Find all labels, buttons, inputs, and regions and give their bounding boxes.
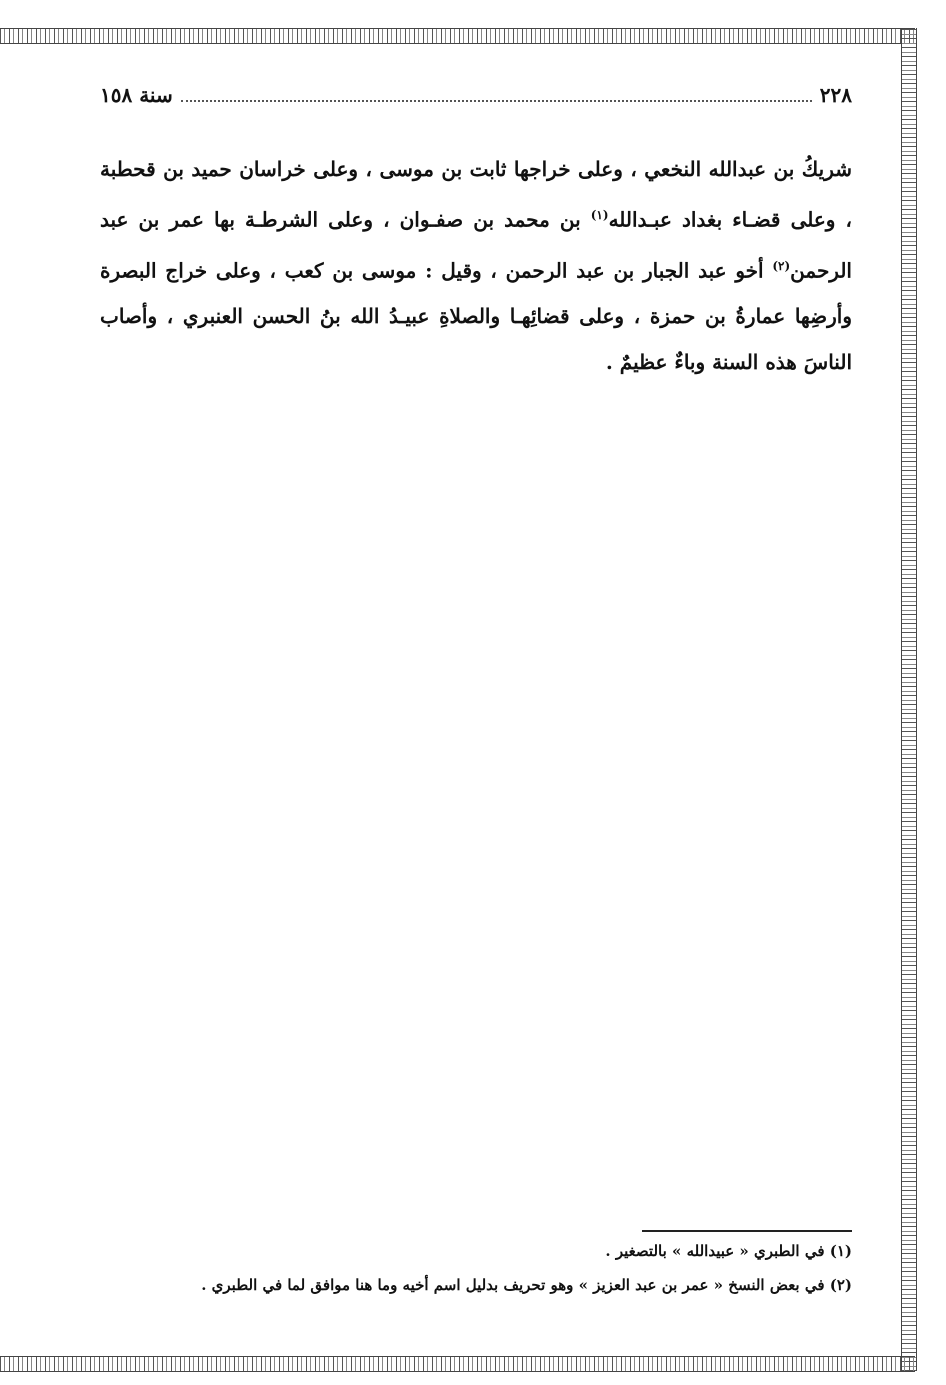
footnote-2: (٢) في بعض النسخ « عمر بن عبد العزيز » وهو تحريف بدليل اسم أخيه وما هنا موافق لما في الطبري . — [201, 1276, 852, 1294]
decorative-border-bottom — [0, 1356, 915, 1372]
decorative-border-top — [0, 28, 915, 44]
page-content — [100, 80, 852, 385]
decorative-border-right — [901, 28, 917, 1371]
main-paragraph — [100, 146, 852, 385]
footnote-separator — [642, 1230, 852, 1232]
footnote-1: (١) في الطبري « عبيدالله » بالتصغير . — [605, 1242, 852, 1260]
page-number: ٢٢٨ — [819, 83, 852, 107]
footnotes-section — [100, 1230, 852, 1300]
year-title: سنة ١٥٨ — [100, 83, 173, 107]
header-dotted-leader — [181, 88, 812, 102]
paragraph-part-3: أخو عبد الجبار بن عبد الرحمن ، وقيل : موسى بن كعب ، وعلى خراج البصرة وأرضِها عمارةُ بن حمزة ، وعلى قضائِهـا والصلاةِ عبيـدُ الله بنُ الحسن العنبري ، وأصاب الناسَ هذه السنة وباءٌ عظيمٌ . — [100, 258, 852, 375]
paragraph-part-1: شريكُ بن عبدالله النخعي ، وعلى خراجها ثابت بن موسى ، وعلى خراسان حميد بن قحطبة ، وعلى قضـاء بغداد عبـدالله — [100, 157, 852, 232]
footnote-ref-2[interactable]: (٢) — [772, 258, 791, 273]
running-header — [100, 80, 852, 110]
footnote-ref-1[interactable]: (١) — [590, 208, 609, 222]
paragraph-part-2: بن محمد بن صفـوان ، وعلى الشرطـة بها عمر بن عبد الرحمن — [100, 207, 852, 283]
